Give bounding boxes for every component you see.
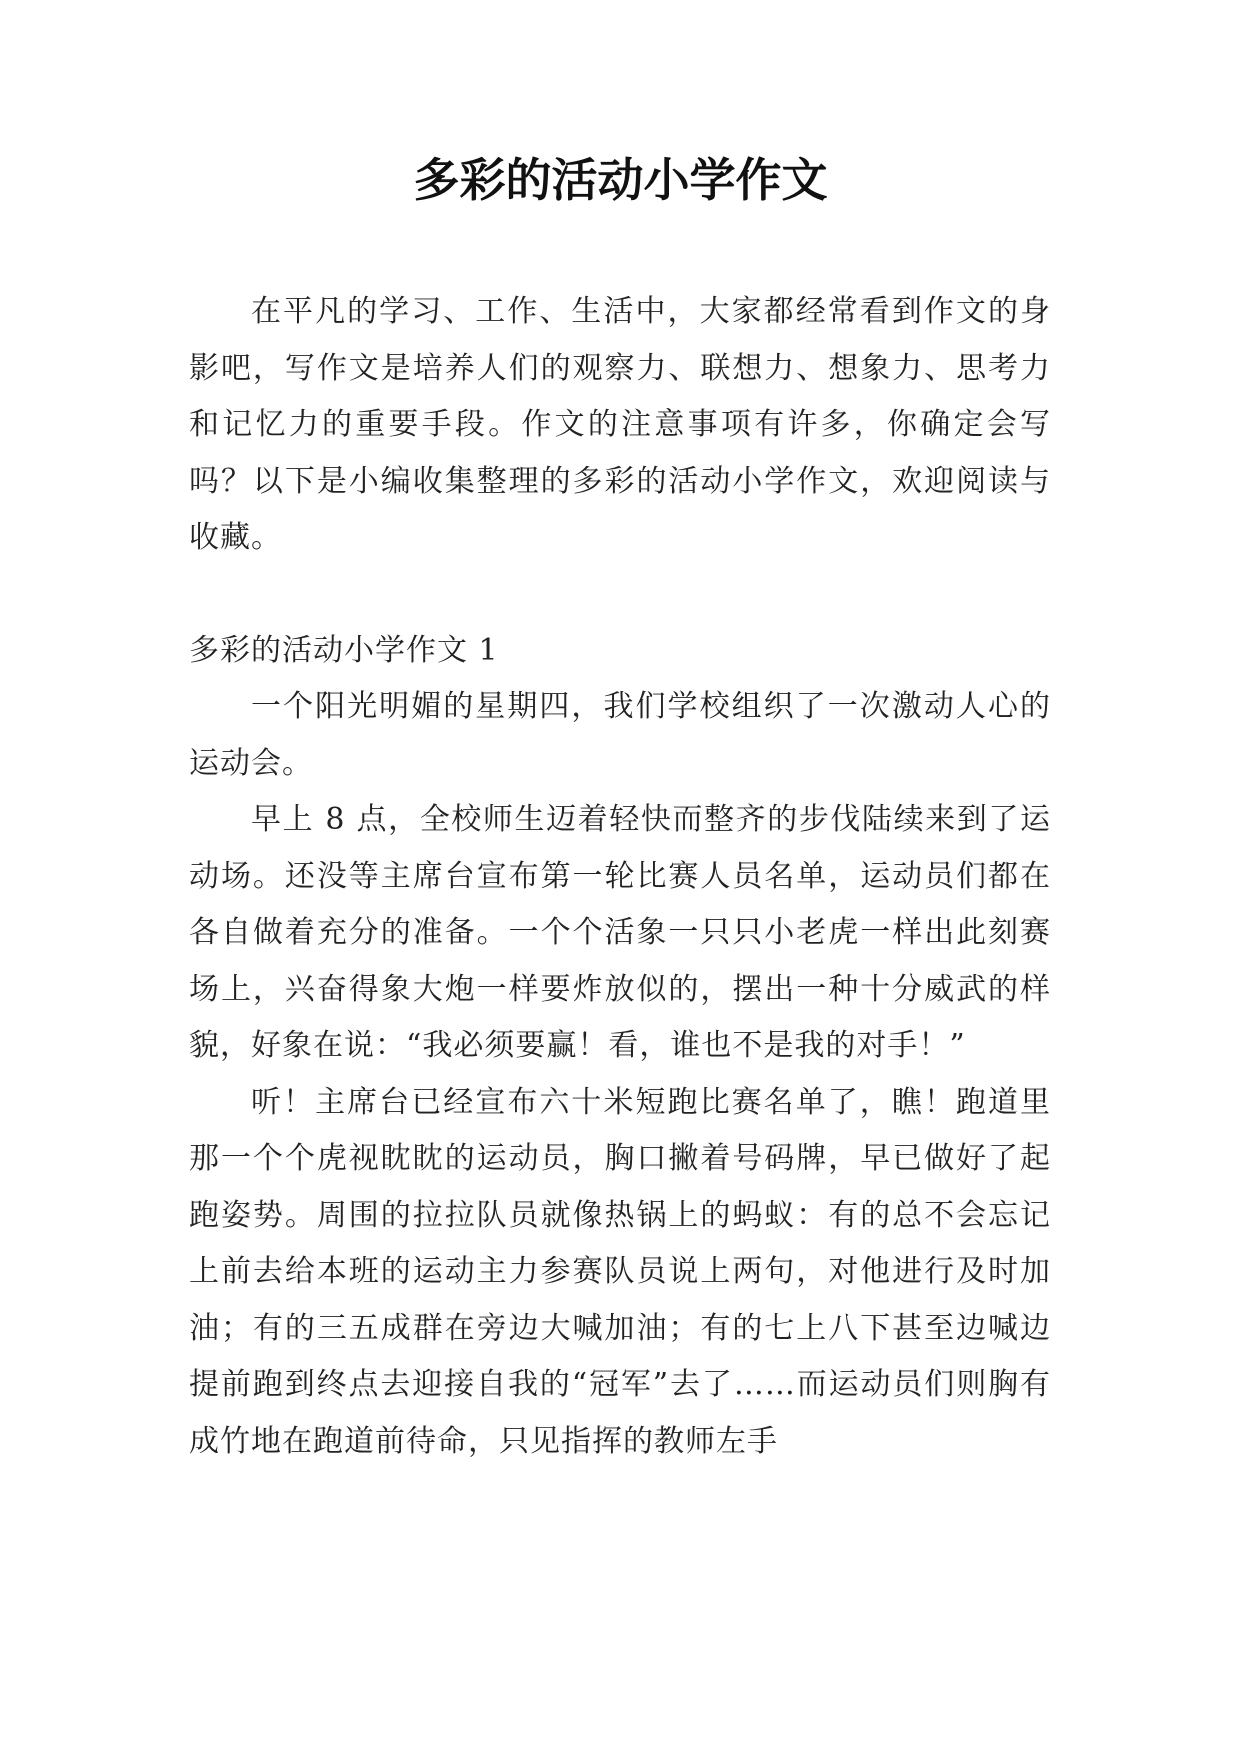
body-paragraph-1: 一个阳光明媚的星期四，我们学校组织了一次激动人心的运动会。 bbox=[189, 689, 1051, 781]
body-paragraph-2: 早上 8 点，全校师生迈着轻快而整齐的步伐陆续来到了运动场。还没等主席台宣布第一轮比赛人员名单，运动员们都在各自做着充分的准备。一个个活象一只只小老虎一样出此刻赛场上，兴奋得象大炮一样要炸放似的，摆出一种十分威武的样貌，好象在说：“我必须要赢！看，谁也不是我的对手！” bbox=[189, 802, 1051, 1063]
document-body bbox=[189, 284, 1051, 1470]
paragraph-gap bbox=[189, 567, 1051, 623]
body-paragraph-3: 听！主席台已经宣布六十米短跑比赛名单了，瞧！跑道里那一个个虎视眈眈的运动员，胸口撇着号码牌，早已做好了起跑姿势。周围的拉拉队员就像热锅上的蚂蚁：有的总不会忘记上前去给本班的运动主力参赛队员说上两句，对他进行及时加油；有的三五成群在旁边大喊加油；有的七上八下甚至边喊边提前跑到终点去迎接自我的“冠军”去了……而运动员们则胸有成竹地在跑道前待命，只见指挥的教师左手 bbox=[189, 1084, 1051, 1459]
intro-paragraph: 在平凡的学习、工作、生活中，大家都经常看到作文的身影吧，写作文是培养人们的观察力、联想力、想象力、思考力和记忆力的重要手段。作文的注意事项有许多，你确定会写吗？以下是小编收集整理的多彩的活动小学作文，欢迎阅读与收藏。 bbox=[189, 294, 1051, 555]
section-heading: 多彩的活动小学作文 1 bbox=[189, 632, 499, 668]
document-title: 多彩的活动小学作文 bbox=[413, 153, 828, 207]
